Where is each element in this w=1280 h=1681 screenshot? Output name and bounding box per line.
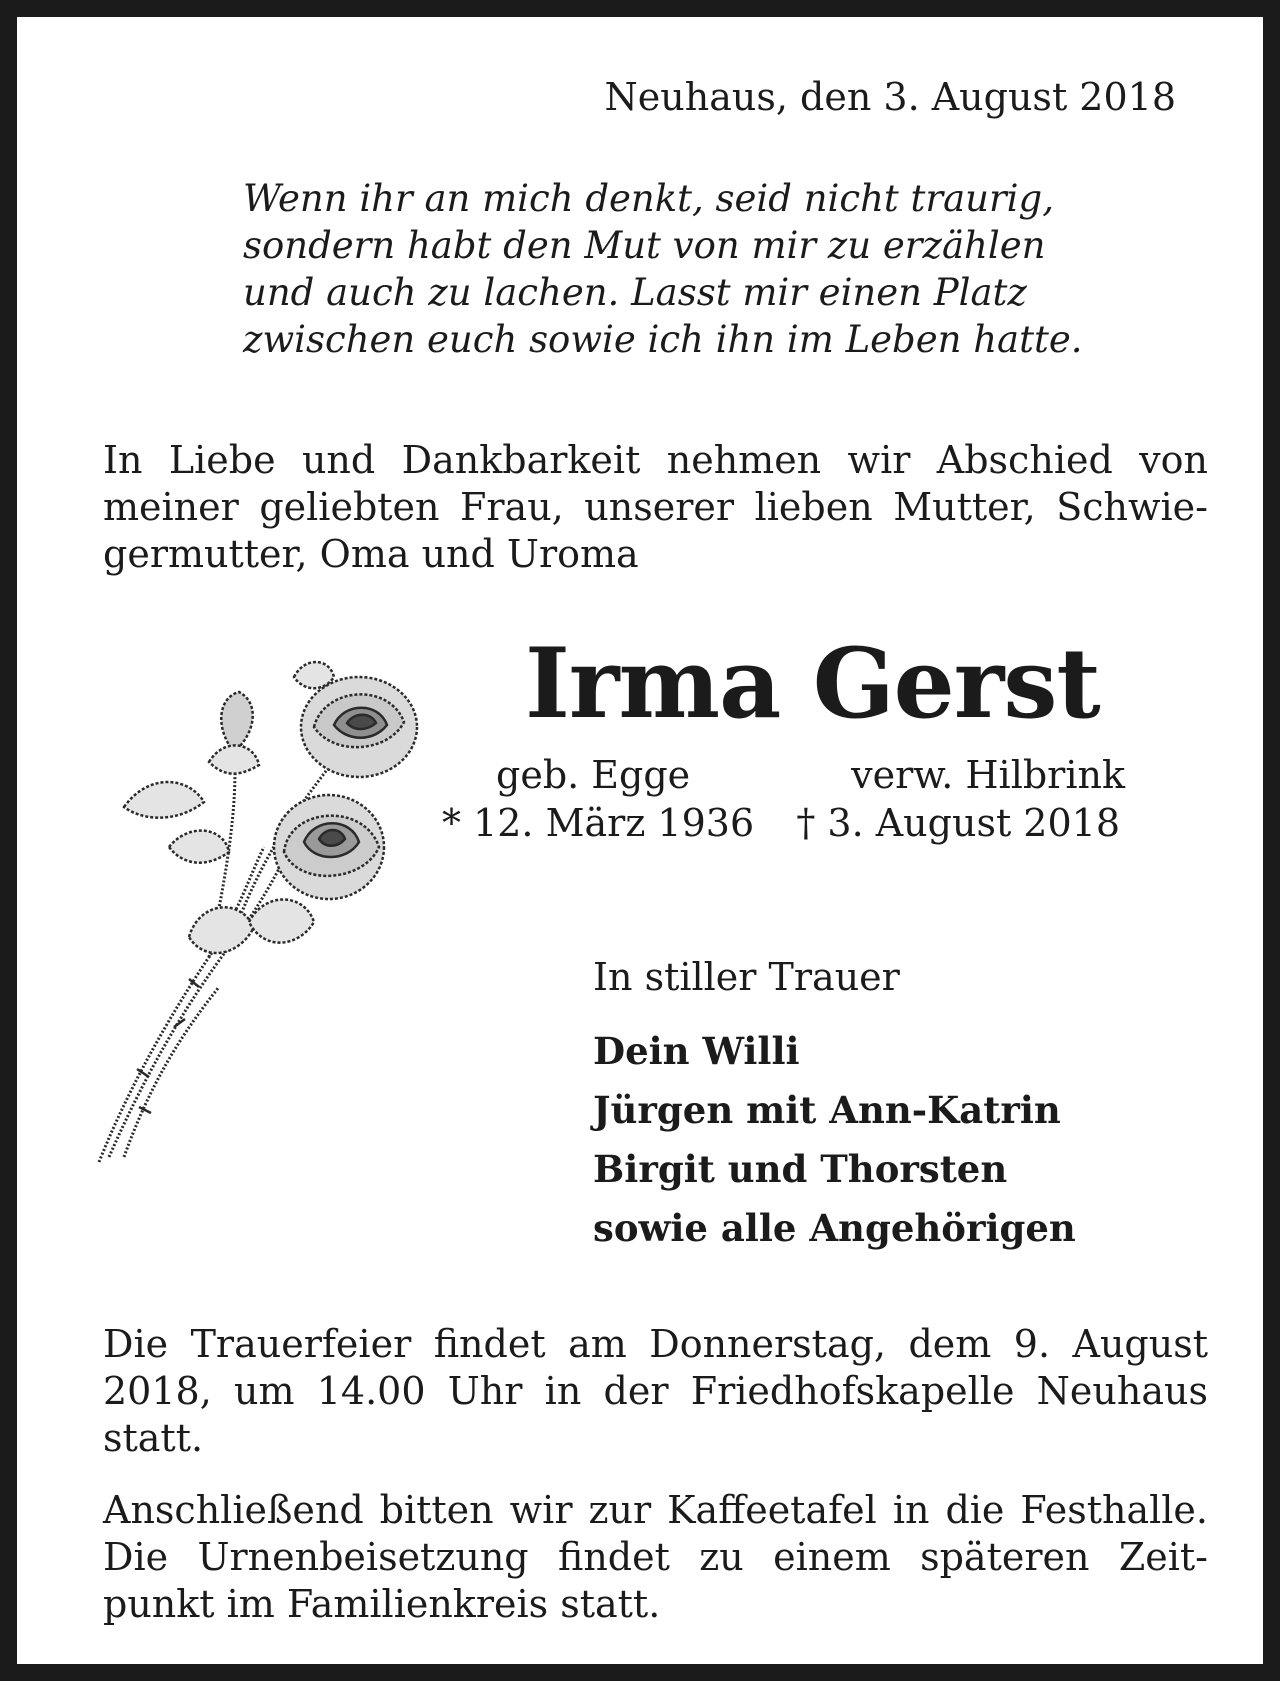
death-date: † 3. August 2018 xyxy=(796,801,1120,845)
intro-line: germutter, Oma und Uroma xyxy=(103,532,639,576)
mourner-name: Jürgen mit Ann-Katrin xyxy=(593,1088,1061,1132)
afterwards-paragraph xyxy=(103,1487,1208,1628)
quote-line: Wenn ihr an mich denkt, seid nicht traurig, xyxy=(243,177,1054,220)
quote-line: sondern habt den Mut von mir zu erzählen xyxy=(243,224,1046,267)
lower-rose xyxy=(274,795,384,899)
birth-date: * 12. März 1936 xyxy=(442,801,755,845)
service-line: Die Trauerfeier findet am Donnerstag, dem 9. August xyxy=(103,1322,1208,1366)
service-paragraph xyxy=(103,1321,1208,1462)
intro-paragraph xyxy=(103,437,1208,578)
service-line: 2018, um 14.00 Uhr in der Friedhofskapelle Neuhaus xyxy=(103,1369,1208,1413)
birth-name: geb. Egge xyxy=(496,753,691,797)
memorial-quote xyxy=(243,175,1083,363)
mourner-name: Dein Willi xyxy=(593,1029,800,1073)
quote-line: zwischen euch sowie ich ihn im Leben hatte. xyxy=(243,318,1083,361)
rose-bud xyxy=(221,692,252,752)
service-line: statt. xyxy=(103,1416,204,1460)
afterwards-line: punkt im Familienkreis statt. xyxy=(103,1582,661,1626)
deceased-name: Irma Gerst xyxy=(525,627,1100,740)
widowed-name: verw. Hilbrink xyxy=(851,753,1125,797)
upper-rose xyxy=(301,677,417,777)
quote-line: und auch zu lachen. Lasst mir einen Platz xyxy=(243,271,1027,314)
afterwards-line: Die Urnenbeisetzung findet zu einem späteren Zeit- xyxy=(103,1535,1208,1579)
mourning-intro: In stiller Trauer xyxy=(593,955,900,999)
afterwards-line: Anschließend bitten wir zur Kaffeetafel in die Festhalle. xyxy=(103,1488,1208,1532)
place-date: Neuhaus, den 3. August 2018 xyxy=(604,75,1176,119)
intro-line: meiner geliebten Frau, unserer lieben Mutter, Schwie- xyxy=(103,485,1208,529)
mourner-name: Birgit und Thorsten xyxy=(593,1147,1008,1191)
intro-line: In Liebe und Dankbarkeit nehmen wir Abschied von xyxy=(103,438,1208,482)
rose-illustration-icon xyxy=(89,657,449,1177)
mourners-list xyxy=(593,1022,1076,1258)
mourner-name: sowie alle Angehörigen xyxy=(593,1206,1076,1250)
